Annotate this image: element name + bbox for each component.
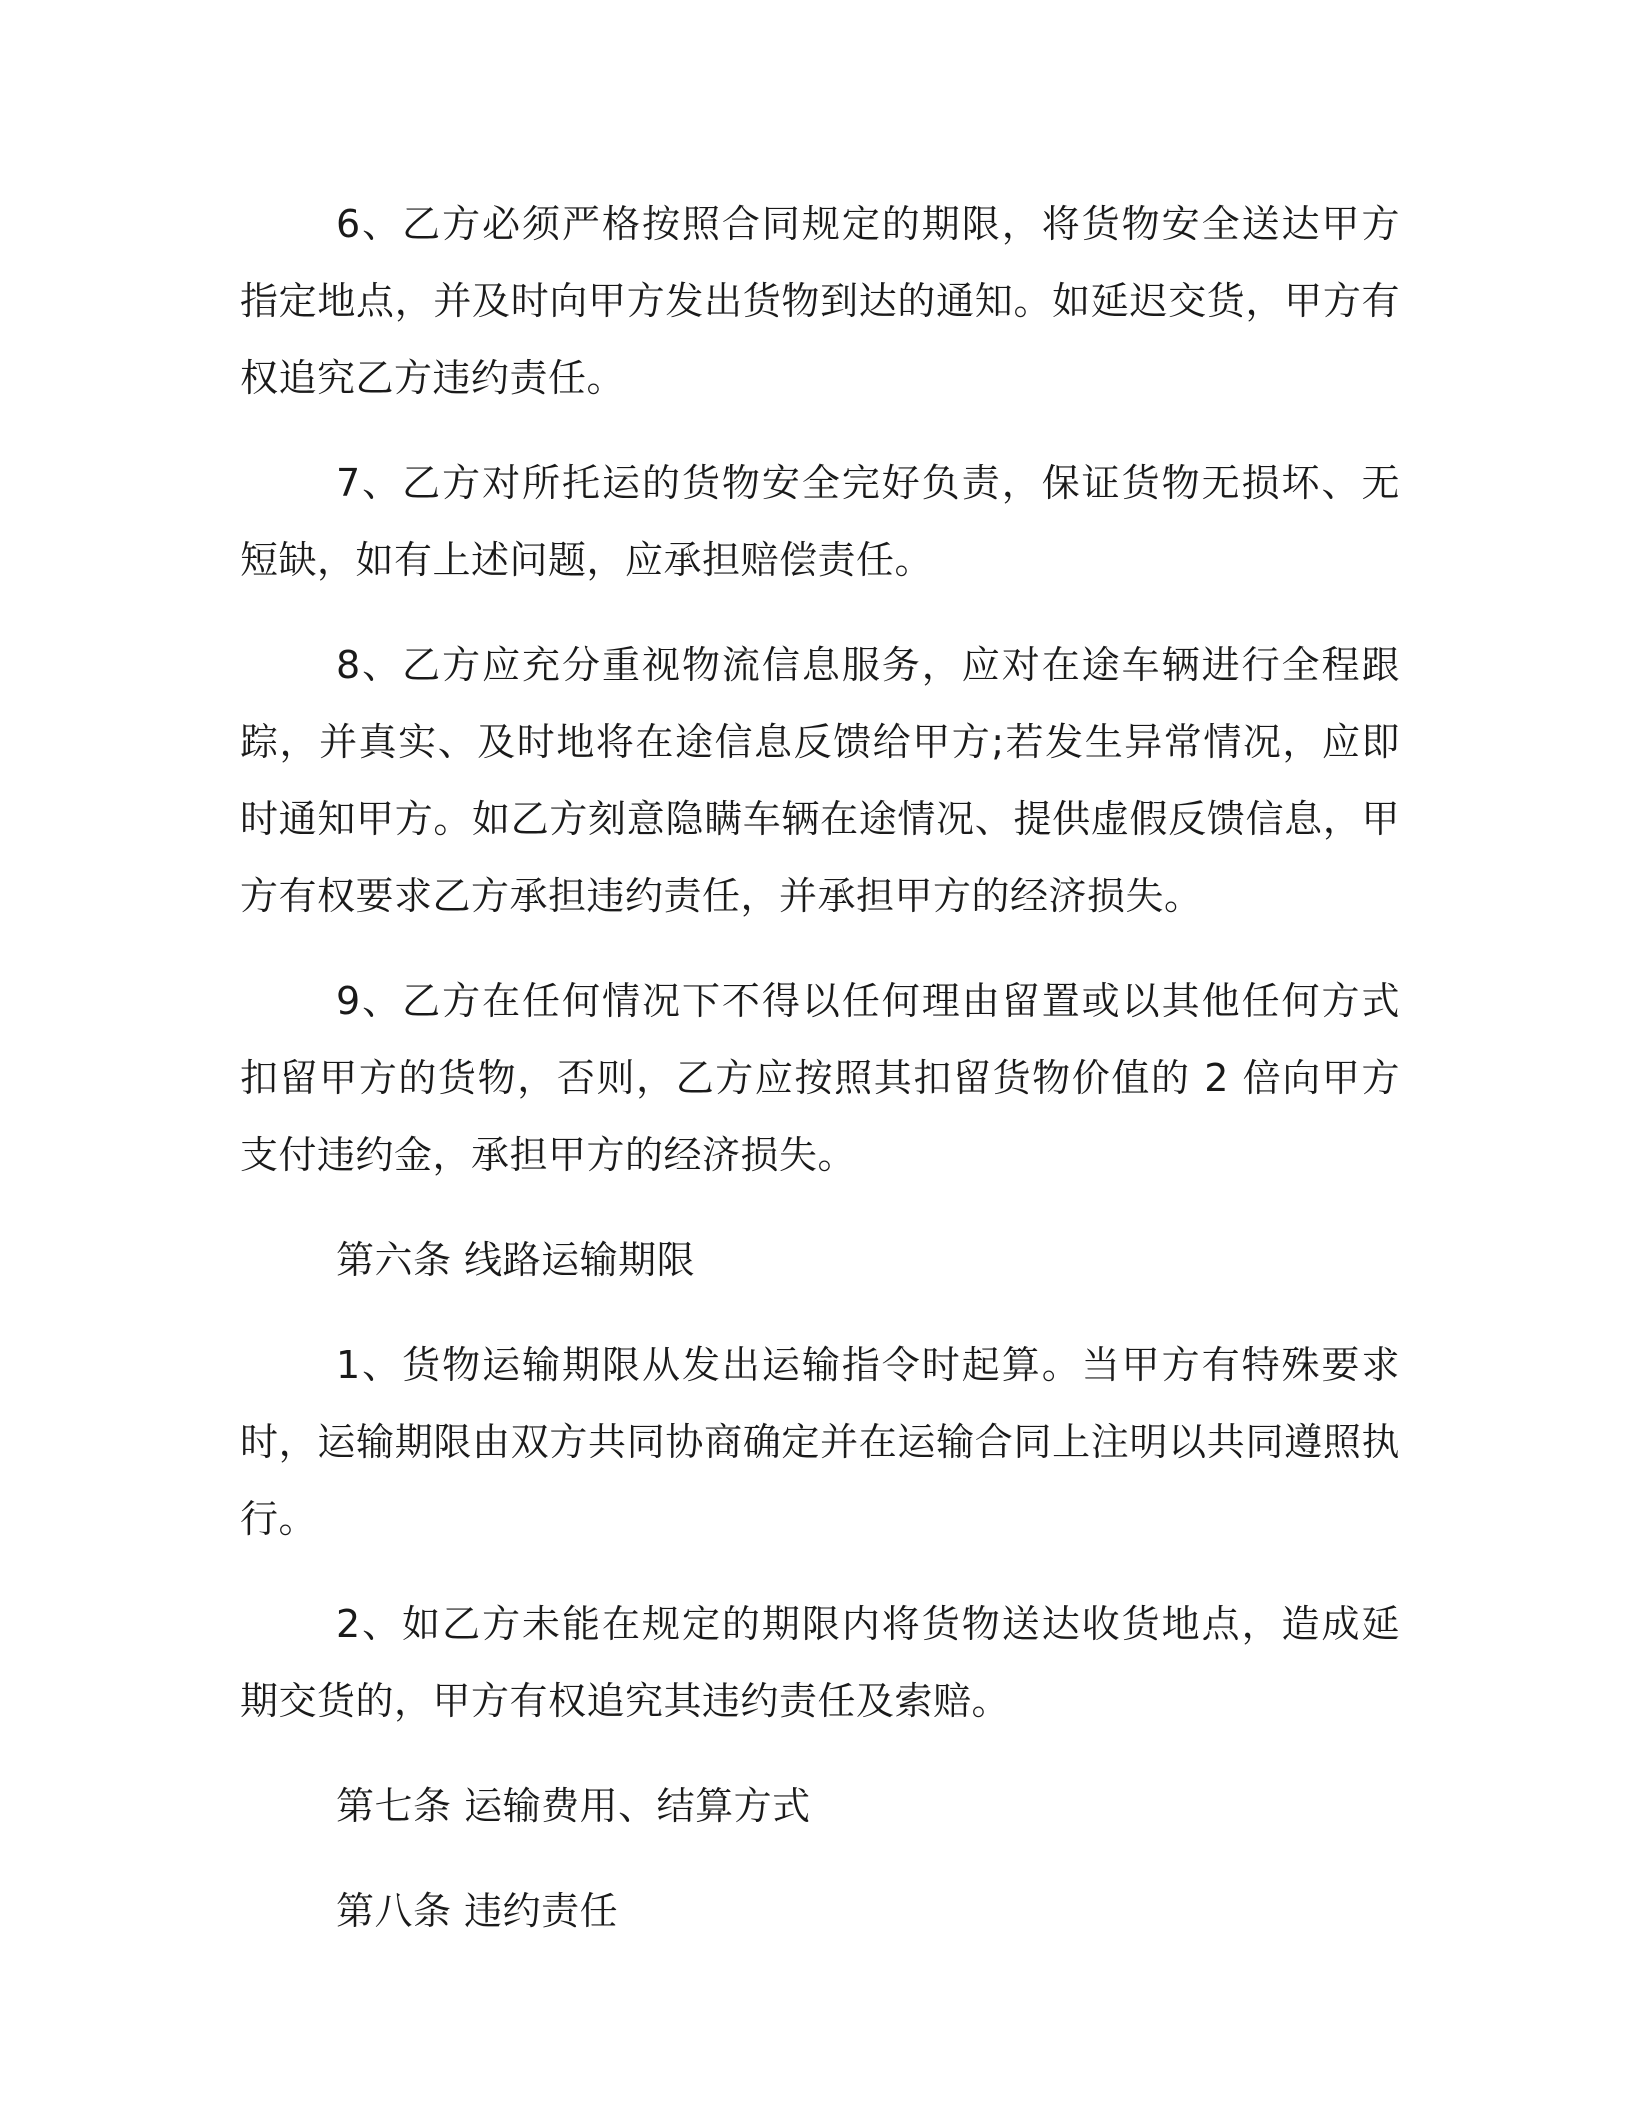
article-heading: 第八条 违约责任 bbox=[336, 1889, 619, 1933]
clause-paragraph: 9、乙方在任何情况下不得以任何理由留置或以其他任何方式扣留甲方的货物，否则，乙方应按照其扣留货物价值的 2 倍向甲方支付违约金，承担甲方的经济损失。 bbox=[240, 979, 1400, 1177]
clause-paragraph: 8、乙方应充分重视物流信息服务，应对在途车辆进行全程跟踪，并真实、及时地将在途信息反馈给甲方;若发生异常情况，应即时通知甲方。如乙方刻意隐瞒车辆在途情况、提供虚假反馈信息，甲方有权要求乙方承担违约责任，并承担甲方的经济损失。 bbox=[240, 643, 1400, 918]
article-heading: 第六条 线路运输期限 bbox=[336, 1238, 696, 1282]
article-heading: 第七条 运输费用、结算方式 bbox=[336, 1784, 811, 1828]
clause-paragraph: 7、乙方对所托运的货物安全完好负责，保证货物无损坏、无短缺，如有上述问题，应承担赔偿责任。 bbox=[240, 461, 1400, 582]
clause-paragraph: 1、货物运输期限从发出运输指令时起算。当甲方有特殊要求时，运输期限由双方共同协商确定并在运输合同上注明以共同遵照执行。 bbox=[240, 1343, 1400, 1541]
clause-paragraph: 6、乙方必须严格按照合同规定的期限，将货物安全送达甲方指定地点，并及时向甲方发出货物到达的通知。如延迟交货，甲方有权追究乙方违约责任。 bbox=[240, 202, 1400, 400]
document-body bbox=[240, 186, 1400, 1978]
clause-paragraph: 2、如乙方未能在规定的期限内将货物送达收货地点，造成延期交货的，甲方有权追究其违约责任及索赔。 bbox=[240, 1602, 1400, 1723]
